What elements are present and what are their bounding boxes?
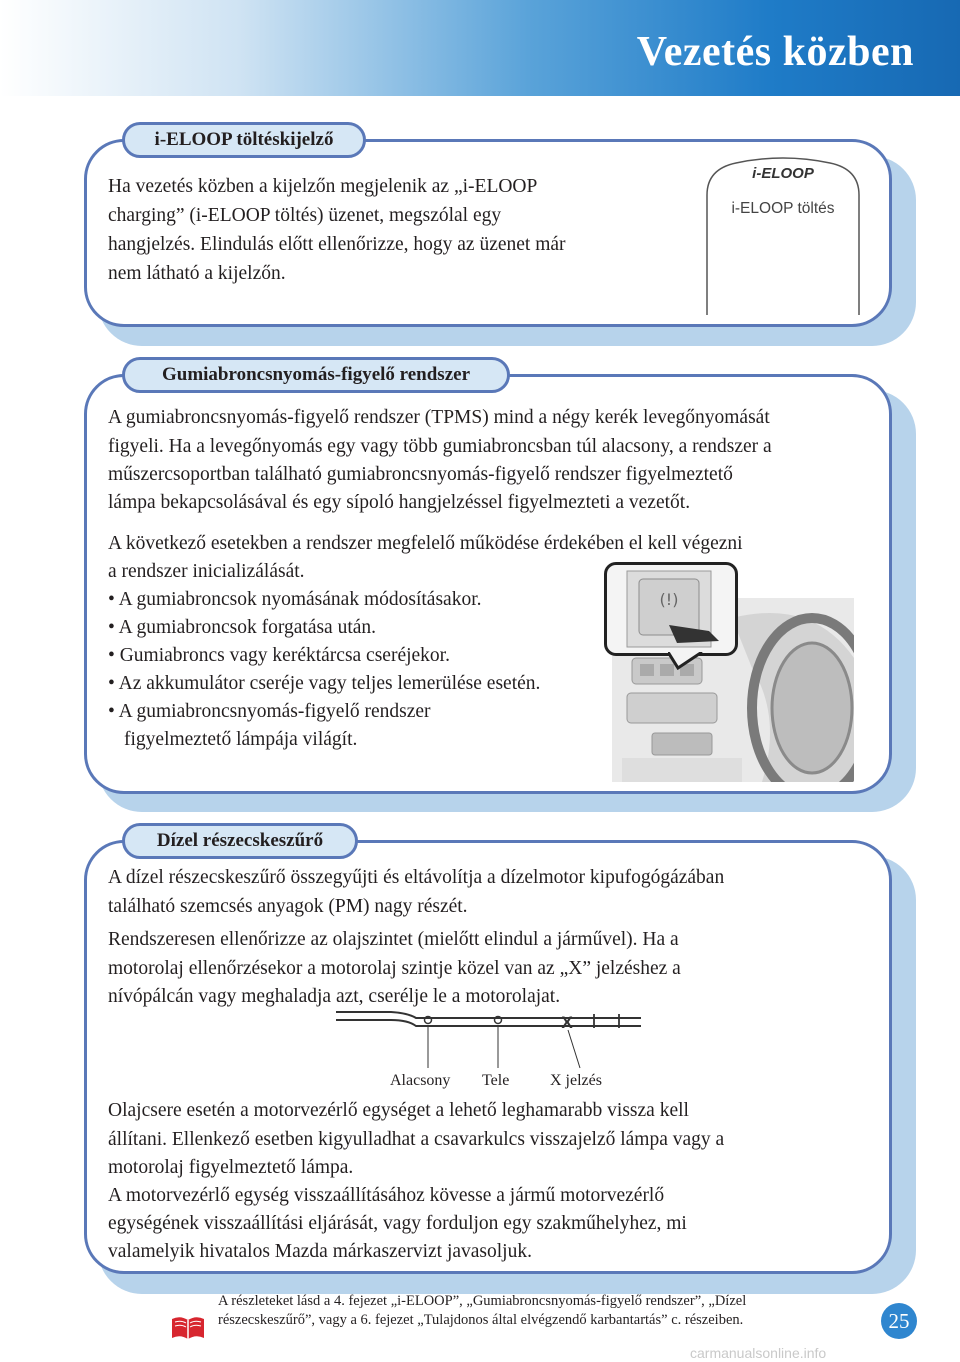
tpms-bullet-2: • A gumiabroncsok forgatása után. [108, 617, 377, 638]
eloop-line-3: hangjelzés. Elindulás előtt ellenőrizze, hogy az üzenet már [108, 234, 566, 255]
callout-pointer [668, 652, 708, 670]
dpf-p3-line-4: A motorvezérlő egység visszaállításához kövesse a jármű motorvezérlő [108, 1185, 665, 1206]
dpf-p2-line-1: Rendszeresen ellenőrizze az olajszintet (mielőtt elindul a járművel). Ha a [108, 929, 679, 950]
eloop-line-1: Ha vezetés közben a kijelzőn megjelenik az „i-ELOOP [108, 176, 538, 197]
dipstick-x-mark: X [561, 1013, 573, 1032]
tpms-bullet-3: • Gumiabroncs vagy keréktárcsa cseréjekor. [108, 645, 450, 666]
book-icon [170, 1315, 206, 1341]
tpms-bullet-5: • A gumiabroncsnyomás-figyelő rendszer [108, 701, 431, 722]
eloop-display-illustration [706, 155, 860, 315]
page-header [0, 0, 960, 96]
dipstick-label-x: X jelzés [550, 1072, 602, 1089]
dipstick-label-low: Alacsony [390, 1072, 451, 1089]
tpms-switch-callout [604, 562, 738, 656]
dpf-p3-line-5: egységének visszaállítási eljárását, vagy forduljon egy szakműhelyhez, mi [108, 1213, 687, 1234]
dpf-p1-line-1: A dízel részecskeszűrő összegyűjti és eltávolítja a dízelmotor kipufogógázában [108, 867, 725, 888]
tpms-p2-line-2: a rendszer inicializálását. [108, 561, 305, 582]
dpf-p3-line-6: valamelyik hivatalos Mazda márkaszervizt javasoljuk. [108, 1241, 532, 1262]
tpms-bullet-4: • Az akkumulátor cseréje vagy teljes lemerülése esetén. [108, 673, 541, 694]
dpf-section-tab: Dízel részecskeszűrő [122, 823, 358, 859]
eloop-line-4: nem látható a kijelzőn. [108, 263, 286, 284]
eloop-logo: i-ELOOP [752, 165, 814, 182]
dpf-p3-line-3: motorolaj figyelmeztető lámpa. [108, 1157, 354, 1178]
footer-reference-note [218, 1292, 868, 1330]
tpms-p1-line-1: A gumiabroncsnyomás-figyelő rendszer (TPMS) mind a négy kerék levegőnyomását [108, 407, 770, 428]
tpms-section-tab: Gumiabroncsnyomás-figyelő rendszer [122, 357, 510, 393]
tpms-p1-line-4: lámpa bekapcsolásával és egy sípoló hangjelzéssel figyelmezteti a vezetőt. [108, 492, 691, 513]
eloop-line-2: charging” (i-ELOOP töltés) üzenet, megszólal egy [108, 205, 502, 226]
dipstick-label-full: Tele [482, 1072, 510, 1089]
dpf-p2-line-3: nívópálcán vagy meghaladja azt, cserélje le a motorolajat. [108, 986, 561, 1007]
page-title: Vezetés közben [636, 29, 914, 75]
eloop-section-tab: i-ELOOP töltéskijelző [122, 122, 366, 158]
page-number: 25 [881, 1303, 917, 1339]
footer-note-line-1: A részleteket lásd a 4. fejezet „i-ELOOP”, „Gumiabroncsnyomás-figyelő rendszer”, „Dízel [218, 1293, 747, 1309]
tpms-p1-line-2: figyeli. Ha a levegőnyomás egy vagy több gumiabroncsban túl alacsony, a rendszer a [108, 436, 772, 457]
svg-text:(!): (!) [659, 590, 679, 609]
dpf-p3-line-2: állítani. Ellenkező esetben kigyulladhat a csavarkulcs visszajelző lámpa vagy a [108, 1129, 725, 1150]
tpms-p2-line-1: A következő esetekben a rendszer megfelelő működése érdekében el kell végezni [108, 533, 743, 554]
tpms-p1-line-3: műszercsoportban található gumiabroncsnyomás-figyelő rendszer figyelmeztető [108, 464, 733, 485]
eloop-display-text: i-ELOOP töltés [731, 200, 835, 217]
dpf-p1-line-2: található szemcsés anyagok (PM) nagy részét. [108, 896, 468, 917]
tpms-bullet-1: • A gumiabroncsok nyomásának módosításakor. [108, 589, 482, 610]
footer-note-line-2: részecskeszűrő”, vagy a 6. fejezet „Tulajdonos által elvégzendő karbantartás” c. részeiben. [218, 1312, 744, 1328]
dpf-p3-line-1: Olajcsere esetén a motorvezérlő egységet a lehető leghamarabb vissza kell [108, 1100, 689, 1121]
watermark: carmanualsonline.info [690, 1345, 827, 1361]
dpf-p2-line-2: motorolaj ellenőrzésekor a motorolaj szintje közel van az „X” jelzéshez a [108, 958, 681, 979]
tpms-bullet-5-cont: figyelmeztető lámpája világít. [124, 729, 358, 750]
